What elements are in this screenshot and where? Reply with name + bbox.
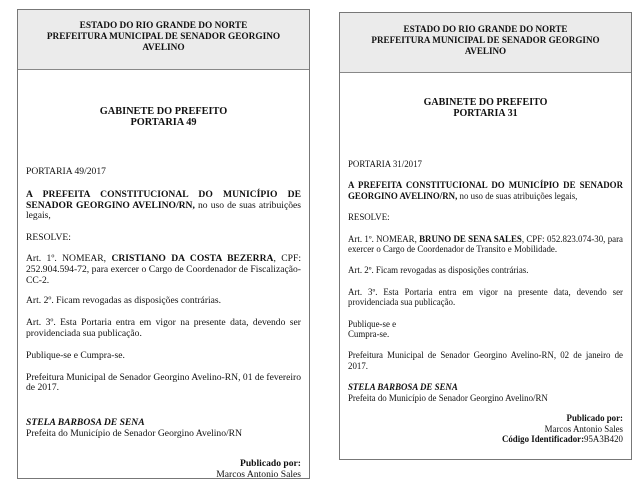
intro-rest: no uso de suas atribuições legais, xyxy=(457,190,578,201)
resolve-label: RESOLVE: xyxy=(26,232,71,244)
article-1-prefix: Art. 1º. NOMEAR, xyxy=(26,252,112,264)
intro-paragraph xyxy=(26,190,301,222)
article-3: Art. 3º. Esta Portaria entra em vigor na presente data, devendo ser providenciada sua publicação. xyxy=(26,317,301,339)
gabinete-title: GABINETE DO PREFEITO xyxy=(99,106,228,117)
place-date: Prefeitura Municipal de Senador Georgino Avelino-RN, 01 de fevereiro de 2017. xyxy=(26,371,301,394)
header-state: ESTADO DO RIO GRANDE DO NORTE xyxy=(403,24,568,34)
article-2: Art. 2º. Ficam revogadas as disposições contrárias. xyxy=(348,265,529,276)
publish-clause xyxy=(348,319,623,340)
published-by-name: Marcos Antonio Sales xyxy=(216,468,301,480)
signer-title: Prefeita do Município de Senador Georgino Avelino/RN xyxy=(348,392,548,403)
signer-name: STELA BARBOSA DE SENA xyxy=(26,417,145,429)
gabinete-heading xyxy=(348,98,623,119)
signer-name: STELA BARBOSA DE SENA xyxy=(348,382,458,393)
article-1-rest: , CPF: 052.823.074-30, para exercer o Cargo de Coordenador de Transito e Mobilidade. xyxy=(348,233,623,255)
published-by-block xyxy=(26,459,301,480)
portaria-title: PORTARIA 49 xyxy=(130,117,197,128)
signature-block xyxy=(26,418,301,440)
publish-clause-line-2: Cumpra-se. xyxy=(348,329,390,340)
portaria-49-document xyxy=(17,9,310,479)
portaria-number: PORTARIA 49/2017 xyxy=(26,166,106,177)
article-3: Art. 3º. Esta Portaria entra em vigor na presente data, devendo ser providenciada sua publicação. xyxy=(348,286,623,308)
published-label: Publicado por: xyxy=(239,457,301,469)
article-1-rest: , CPF: 252.904.594-72, para exercer o Cargo de Coordenador de Fiscalização-CC-2. xyxy=(26,252,301,286)
appointee-name: CRISTIANO DA COSTA BEZERRA xyxy=(111,252,274,264)
publish-clause-line-1: Publique-se e xyxy=(348,318,397,329)
place-date: Prefeitura Municipal de Senador Georgino Avelino-RN, 02 de janeiro de 2017. xyxy=(348,350,623,371)
portaria-title: PORTARIA 31 xyxy=(453,107,518,119)
intro-paragraph xyxy=(348,180,623,201)
identifier-code xyxy=(348,434,623,444)
header-state: ESTADO DO RIO GRANDE DO NORTE xyxy=(79,21,248,31)
article-1-prefix: Art. 1º. NOMEAR, xyxy=(348,233,420,244)
published-label: Publicado por: xyxy=(566,413,623,424)
portaria-31-document xyxy=(339,12,632,460)
published-by-name: Marcos Antonio Sales xyxy=(544,423,623,434)
publish-clause: Publique-se e Cumpra-se. xyxy=(26,349,125,361)
signer-title: Prefeita do Município de Senador Georgino Avelino/RN xyxy=(26,427,242,439)
resolve-label: RESOLVE: xyxy=(348,212,390,223)
document-header xyxy=(340,13,631,73)
identifier-code-label: Código Identificador: xyxy=(501,433,585,444)
signature-block xyxy=(348,382,623,403)
header-prefecture-cont: AVELINO xyxy=(464,46,507,56)
published-by-block xyxy=(348,413,623,444)
document-header xyxy=(18,10,309,70)
gabinete-title: GABINETE DO PREFEITO xyxy=(423,97,548,108)
article-1 xyxy=(26,254,301,286)
portaria-number: PORTARIA 31/2017 xyxy=(348,159,422,169)
intro-authority: A PREFEITA CONSTITUCIONAL DO MUNICÍPIO DE SENADOR GEORGINO AVELINO/RN, xyxy=(348,180,623,201)
header-prefecture: PREFEITURA MUNICIPAL DE SENADOR GEORGINO xyxy=(46,32,281,42)
header-prefecture: PREFEITURA MUNICIPAL DE SENADOR GEORGINO xyxy=(371,35,600,45)
header-prefecture-cont: AVELINO xyxy=(142,43,185,53)
identifier-code-value: 95A3B420 xyxy=(584,433,623,444)
gabinete-heading xyxy=(26,106,301,128)
article-1 xyxy=(348,234,623,255)
article-2: Art. 2º. Ficam revogadas as disposições contrárias. xyxy=(26,295,222,307)
intro-rest: no uso de suas atribuições legais, xyxy=(26,199,301,222)
intro-authority: A PREFEITA CONSTITUCIONAL DO MUNICÍPIO DE SENADOR GEORGINO AVELINO/RN, xyxy=(26,188,301,211)
appointee-name: BRUNO DE SENA SALES xyxy=(419,233,522,244)
